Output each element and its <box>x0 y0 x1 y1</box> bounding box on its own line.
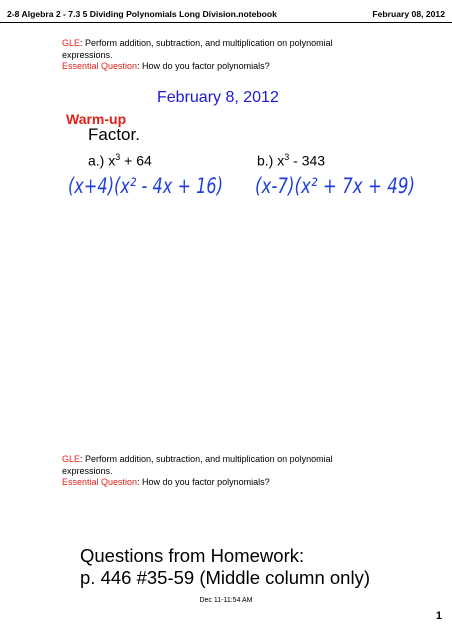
header-divider <box>0 22 452 23</box>
page-header <box>0 0 452 22</box>
gle-text: : Perform addition, subtraction, and multiplication on polynomial expressions. <box>62 38 333 60</box>
handwritten-answer-a: (x+4)(x² - 4x + 16) <box>68 174 223 198</box>
gle-label: GLE <box>62 454 81 464</box>
lesson-date: February 8, 2012 <box>157 89 279 106</box>
handwritten-answer-b: (x-7)(x² + 7x + 49) <box>255 174 415 198</box>
header-date: February 08, 2012 <box>372 9 445 19</box>
document-title: 2-8 Algebra 2 - 7.3 5 Dividing Polynomials Long Division.notebook <box>7 9 277 19</box>
gle-block <box>62 454 382 489</box>
homework-assignment: p. 446 #35-59 (Middle column only) <box>80 567 370 588</box>
slide-timestamp: Dec 11-11:54 AM <box>199 597 253 604</box>
essential-question-text: : How do you factor polynomials? <box>137 477 270 488</box>
gle-block <box>62 38 382 73</box>
gle-label: GLE <box>62 38 81 48</box>
warmup-instruction: Factor. <box>88 125 140 144</box>
essential-question-text: : How do you factor polynomials? <box>137 61 270 72</box>
essential-question-line <box>62 477 382 489</box>
problem-a: a.) $x^3 + 64$ <box>88 152 152 169</box>
gle-text: : Perform addition, subtraction, and multiplication on polynomial expressions. <box>62 454 333 476</box>
essential-question-line <box>62 61 382 73</box>
warmup-heading: Warm-up <box>66 111 127 127</box>
page-number: 1 <box>435 610 442 622</box>
homework-heading: Questions from Homework: <box>80 545 305 566</box>
essential-question-label: Essential Question <box>62 477 138 488</box>
essential-question-label: Essential Question <box>62 61 138 72</box>
gle-line <box>62 38 382 61</box>
gle-line <box>62 454 382 477</box>
problem-b: b.) $x^3 - 343$ <box>257 152 326 169</box>
